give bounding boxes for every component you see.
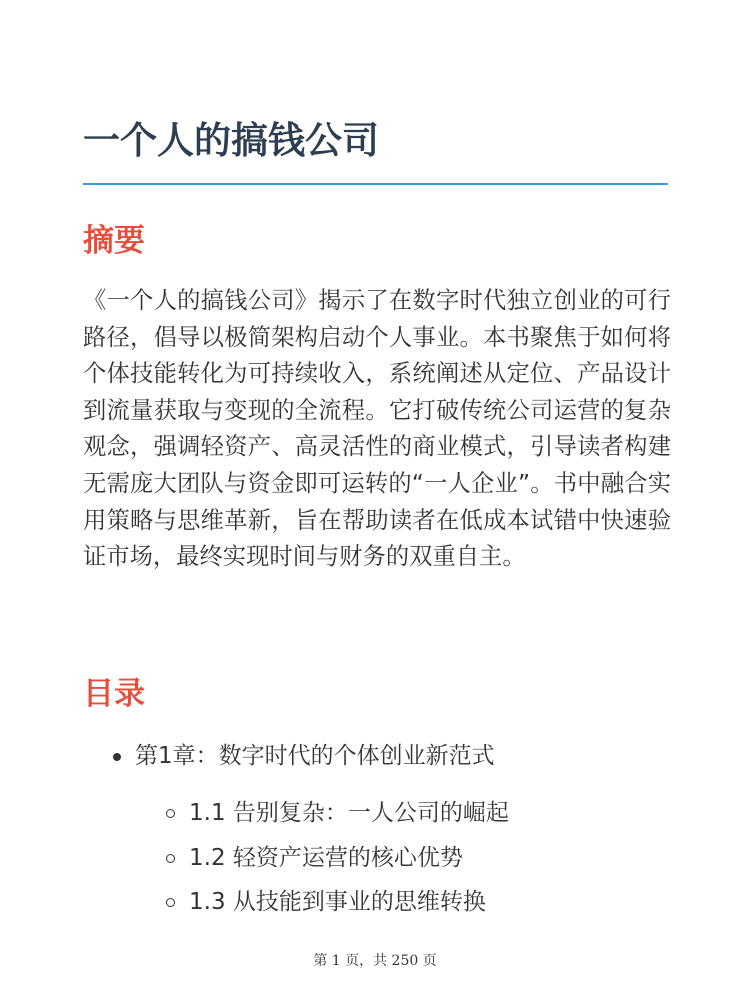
summary-heading: 摘要: [83, 223, 145, 259]
summary-paragraph: 《一个人的搞钱公司》揭示了在数字时代独立创业的可行路径，倡导以极简架构启动个人事业。本书聚焦于如何将个体技能转化为可持续收入，系统阐述从定位、产品设计到流量获取与变现的全流程。它打破传统公司运营的复杂观念，强调轻资产、高灵活性的商业模式，引导读者构建无需庞大团队与资金即可运转的“一人企业”。书中融合实用策略与思维革新，旨在帮助读者在低成本试错中快速验证市场，最终实现时间与财务的双重自主。: [83, 287, 671, 571]
toc-heading: 目录: [83, 676, 145, 712]
document-title: 一个人的搞钱公司: [83, 119, 379, 162]
bullet-circle-icon: [166, 809, 175, 818]
toc-chapter-1: [113, 738, 495, 774]
toc-section-label: 1.1 告别复杂：一人公司的崛起: [189, 800, 509, 826]
toc-section-1-2: [166, 840, 463, 876]
toc-chapter-label: 第1章：数字时代的个体创业新范式: [135, 743, 495, 769]
toc-section-label: 1.2 轻资产运营的核心优势: [189, 845, 463, 871]
title-divider: [83, 183, 668, 185]
bullet-circle-icon: [166, 898, 175, 907]
toc-section-1-3: [166, 884, 486, 920]
toc-section-1-1: [166, 795, 509, 831]
page-number-footer: 第 1 页，共 250 页: [313, 953, 437, 969]
bullet-circle-icon: [166, 854, 175, 863]
bullet-disc-icon: [113, 753, 121, 761]
toc-section-label: 1.3 从技能到事业的思维转换: [189, 889, 486, 915]
